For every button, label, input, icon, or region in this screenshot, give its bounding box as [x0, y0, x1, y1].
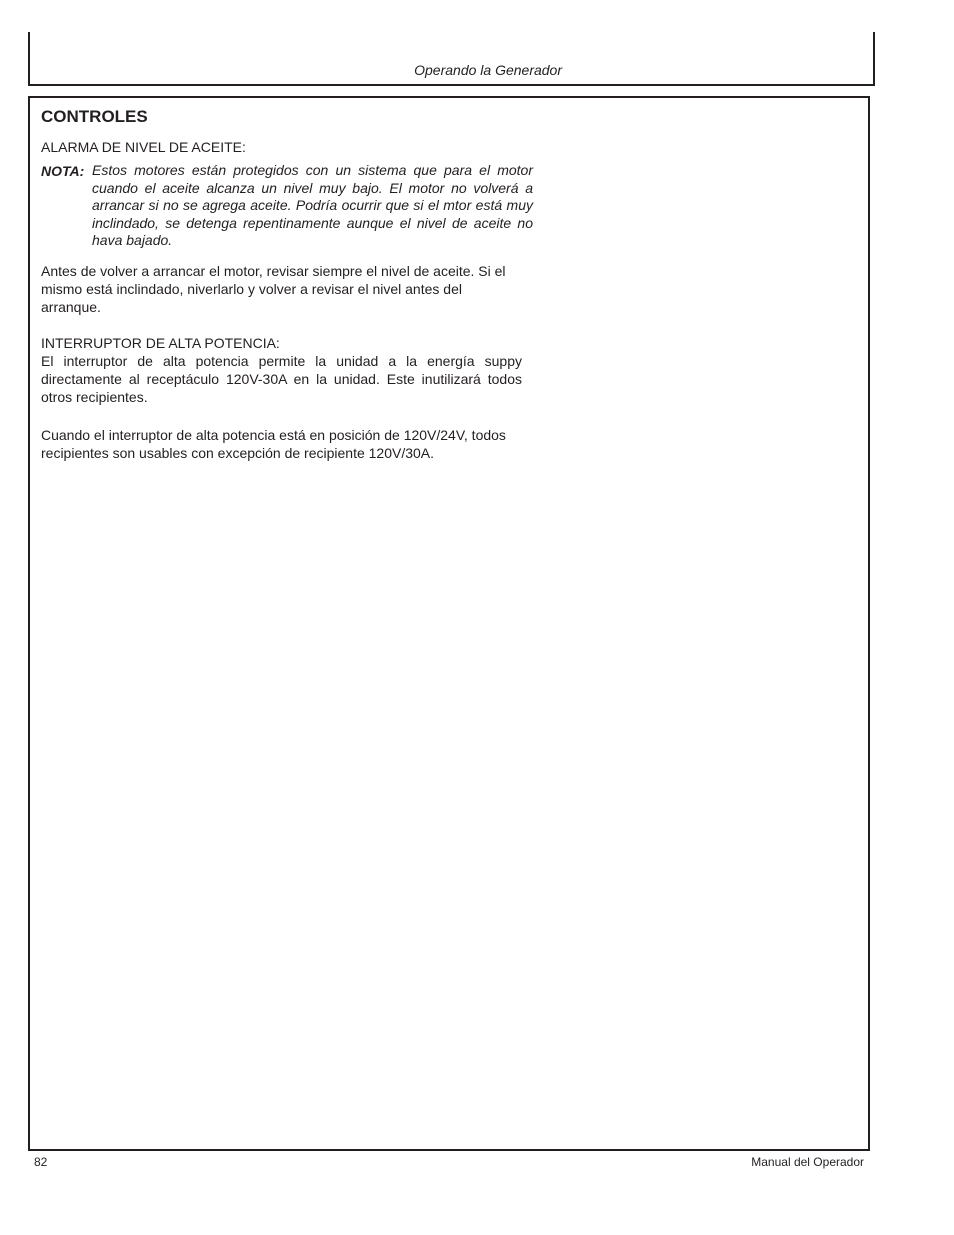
section-title: CONTROLES: [41, 107, 148, 126]
power-switch-paragraph-1: El interruptor de alta potencia permite la unidad a la energía suppy directamente al receptáculo 120V-30A en la unidad. Este inutilizará todos otros recipientes.: [41, 352, 522, 405]
power-switch-paragraph-2: Cuando el interruptor de alta potencia está en posición de 120V/24V, todos recipientes son usables con excepción de recipiente 120V/30A.: [41, 426, 506, 461]
header-frame: [28, 32, 875, 86]
note-label: NOTA:: [41, 163, 85, 179]
note-text: Estos motores están protegidos con un sistema que para el motor cuando el aceite alcanza un nivel muy bajo. El motor no volverá a arrancar si no se agrega aceite. Podría ocurrir que si el mtor está muy inclindado, se detenga repentinamente aunque el nivel de aceite no hava bajado.: [92, 162, 533, 248]
manual-title: Manual del Operador: [751, 1155, 864, 1169]
power-switch-heading: INTERRUPTOR DE ALTA POTENCIA:: [41, 334, 280, 351]
oil-alarm-heading: ALARMA DE NIVEL DE ACEITE:: [41, 139, 246, 155]
content-frame: [28, 96, 870, 1151]
oil-alarm-paragraph: Antes de volver a arrancar el motor, revisar siempre el nivel de aceite. Si el mismo está inclindado, niverlarlo y volver a revisar el nivel antes del arranque.: [41, 262, 506, 315]
note-block: [41, 162, 533, 250]
header-title: Operando la Generador: [414, 62, 562, 78]
page-number: 82: [34, 1155, 48, 1169]
main-column: [41, 138, 533, 462]
